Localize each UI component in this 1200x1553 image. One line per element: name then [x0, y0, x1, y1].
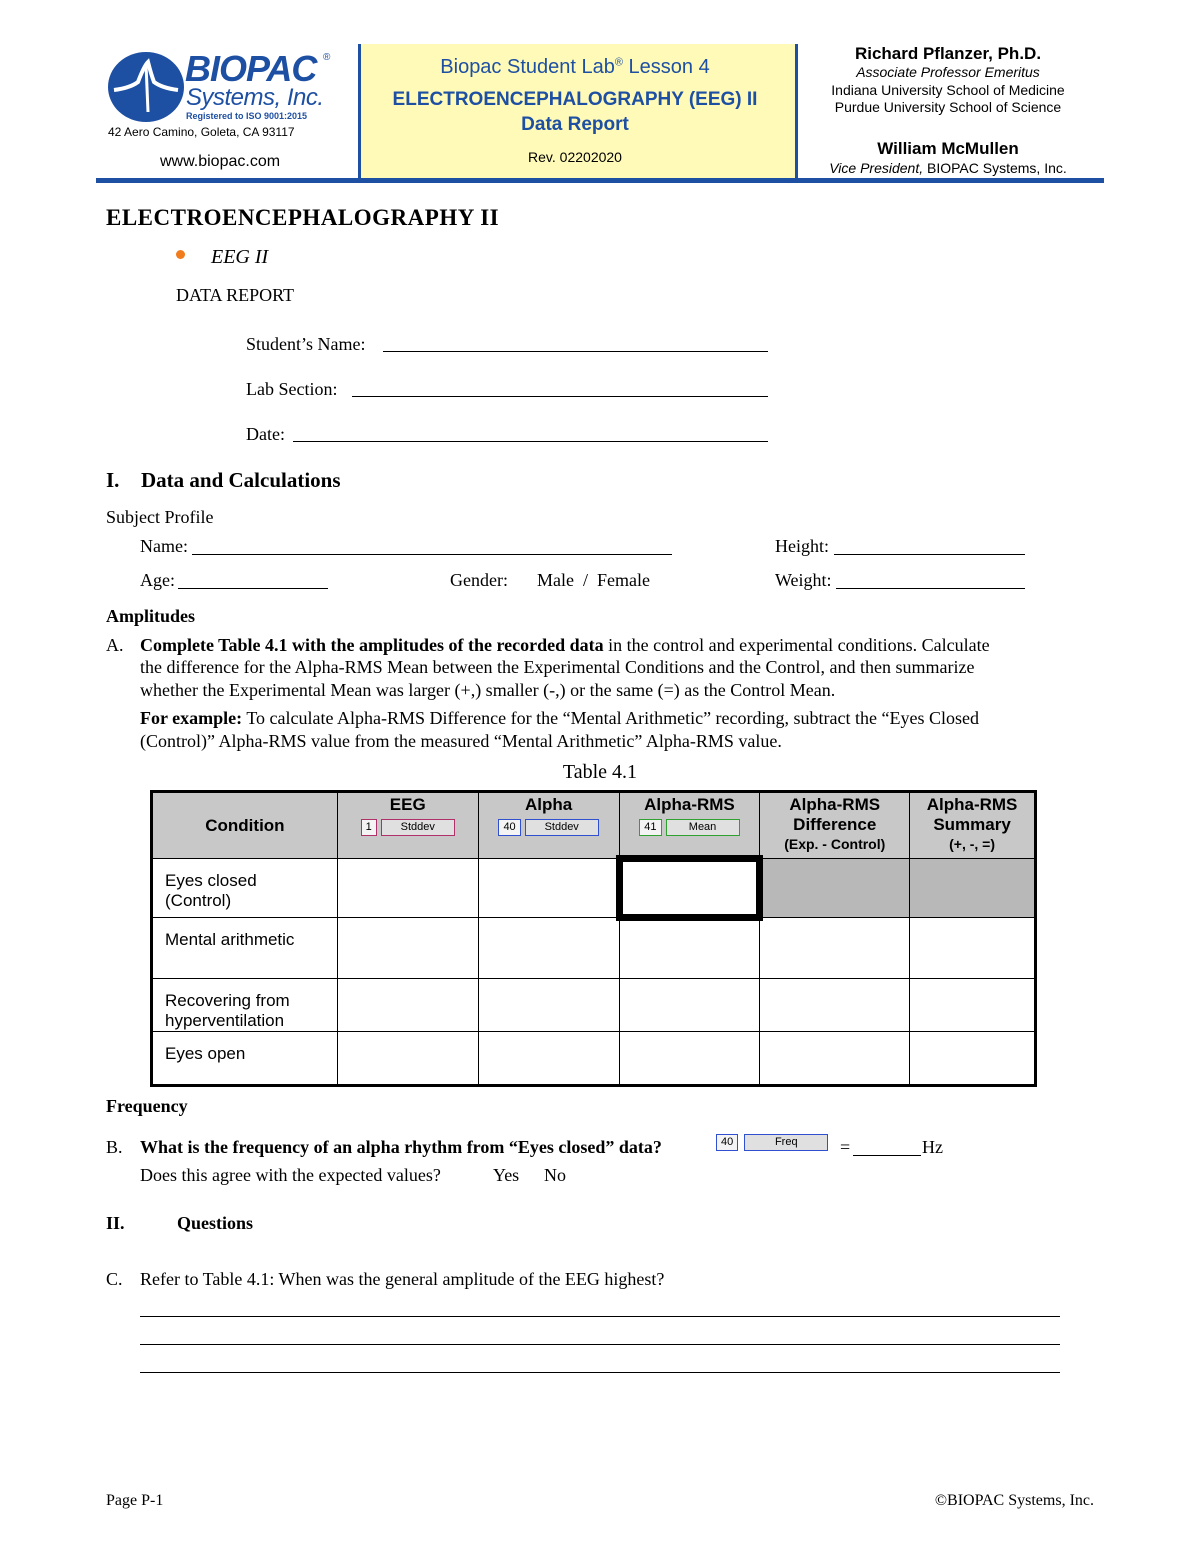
cell-eyes-open-alpha[interactable]	[478, 1032, 619, 1086]
example-line2: (Control)” Alpha-RMS value from the measured “Mental Arithmetic” Alpha-RMS value.	[140, 731, 782, 751]
answer-line[interactable]	[140, 1316, 1060, 1317]
logo-iso-text: Registered to ISO 9001:2015	[186, 111, 308, 121]
student-name-label: Student’s Name:	[246, 334, 366, 354]
weight-field[interactable]	[836, 588, 1025, 589]
bullet-icon	[176, 250, 185, 259]
header-eeg: EEG 1 Stddev	[337, 792, 478, 859]
row-label-mental-arithmetic: Mental arithmetic	[152, 918, 338, 979]
question-b-letter: B.	[106, 1137, 123, 1157]
question-c-letter: C.	[106, 1269, 123, 1289]
alpha-measurement-chip: 40 Stddev	[498, 819, 598, 836]
header-alpha: Alpha 40 Stddev	[478, 792, 619, 859]
yes-option[interactable]: Yes	[493, 1165, 520, 1185]
question-a-line1: Complete Table 4.1 with the amplitudes of the recorded data in the control and experimental conditions. Calculate	[140, 635, 990, 655]
section2-number: II.	[106, 1213, 125, 1233]
example-line1: For example: To calculate Alpha-RMS Difference for the “Mental Arithmetic” recording, subtract the “Eyes Closed	[140, 708, 979, 728]
lesson-item: EEG II	[211, 246, 269, 268]
cell-eyes-open-eeg[interactable]	[337, 1032, 478, 1086]
section2-heading: Questions	[177, 1213, 254, 1233]
lesson-name: Biopac Student Lab® Lesson 4	[440, 56, 710, 78]
frequency-heading: Frequency	[106, 1096, 188, 1116]
header-rule	[96, 178, 1104, 183]
cell-eyes-closed-difference	[760, 859, 910, 918]
header-condition: Condition	[152, 792, 338, 859]
author2-name: William McMullen	[877, 139, 1019, 158]
table-caption: Table 4.1	[562, 761, 638, 783]
header-alpha-rms-summary: Alpha-RMS Summary (+, -, =)	[910, 792, 1036, 859]
author1-affiliation2: Purdue University School of Science	[834, 99, 1062, 115]
amplitudes-heading: Amplitudes	[106, 606, 196, 626]
weight-label: Weight:	[775, 570, 832, 590]
equals-sign: =	[840, 1137, 851, 1157]
hz-unit: Hz	[922, 1137, 943, 1157]
header-alpha-rms: Alpha-RMS 41 Mean	[619, 792, 760, 859]
question-a-line3: whether the Experimental Mean was larger (+,) smaller (-,) or the same (=) as the Control Mean.	[140, 680, 836, 700]
page-title: ELECTROENCEPHALOGRAPHY II	[106, 205, 500, 230]
cell-eyes-open-summary[interactable]	[910, 1032, 1036, 1086]
author1-affiliation1: Indiana University School of Medicine	[831, 82, 1065, 98]
company-address: 42 Aero Camino, Goleta, CA 93117	[108, 125, 295, 139]
student-name-field[interactable]	[383, 351, 768, 352]
table-row	[152, 918, 1036, 979]
cell-recovering-alpha[interactable]	[478, 979, 619, 1032]
author1-name: Richard Pflanzer, Ph.D.	[854, 44, 1042, 63]
cell-eyes-closed-eeg[interactable]	[337, 859, 478, 918]
cell-mental-summary[interactable]	[910, 918, 1036, 979]
cell-mental-alpha[interactable]	[478, 918, 619, 979]
data-report-label: DATA REPORT	[176, 285, 294, 305]
answer-line[interactable]	[140, 1372, 1060, 1373]
agree-question: Does this agree with the expected values?	[140, 1165, 441, 1185]
cell-recovering-difference[interactable]	[760, 979, 910, 1032]
cell-mental-eeg[interactable]	[337, 918, 478, 979]
header-alpha-rms-difference: Alpha-RMS Difference (Exp. - Control)	[760, 792, 910, 859]
height-field[interactable]	[834, 554, 1025, 555]
answer-line[interactable]	[140, 1344, 1060, 1345]
cell-eyes-closed-alpha-rms[interactable]	[619, 859, 760, 918]
question-b-text: What is the frequency of an alpha rhythm from “Eyes closed” data?	[140, 1137, 662, 1157]
subject-profile-label: Subject Profile	[106, 507, 214, 527]
gender-options[interactable]: Male / Female	[537, 570, 650, 590]
amplitude-table	[150, 790, 1037, 1087]
author2-title: Vice President, BIOPAC Systems, Inc.	[829, 160, 1067, 176]
table-row	[152, 859, 1036, 918]
frequency-measurement-chip: 40 Freq	[716, 1134, 828, 1151]
profile-name-field[interactable]	[192, 554, 672, 555]
question-a-line2: the difference for the Alpha-RMS Mean between the Experimental Conditions and the Control, and then summarize	[140, 657, 975, 677]
cell-recovering-summary[interactable]	[910, 979, 1036, 1032]
cell-mental-alpha-rms[interactable]	[619, 918, 760, 979]
lab-section-field[interactable]	[352, 396, 768, 397]
row-label-eyes-closed: Eyes closed (Control)	[152, 859, 338, 918]
date-field[interactable]	[293, 441, 768, 442]
table-row	[152, 979, 1036, 1032]
row-label-eyes-open: Eyes open	[152, 1032, 338, 1086]
date-label: Date:	[246, 424, 285, 444]
logo-systems-text: Systems, Inc.	[186, 84, 324, 111]
no-option[interactable]: No	[544, 1165, 566, 1185]
copyright: ©BIOPAC Systems, Inc.	[934, 1492, 1094, 1509]
lab-section-label: Lab Section:	[246, 379, 338, 399]
section1-heading: Data and Calculations	[141, 468, 341, 492]
cell-eyes-open-alpha-rms[interactable]	[619, 1032, 760, 1086]
profile-name-label: Name:	[140, 536, 188, 556]
revision: Rev. 02202020	[528, 149, 622, 165]
section1-number: I.	[106, 468, 120, 492]
gender-label: Gender:	[450, 570, 508, 590]
biopac-logo-icon	[108, 52, 184, 122]
question-a-letter: A.	[106, 635, 124, 655]
age-label: Age:	[140, 570, 175, 590]
author1-title: Associate Professor Emeritus	[856, 64, 1040, 80]
cell-recovering-alpha-rms[interactable]	[619, 979, 760, 1032]
frequency-field[interactable]	[853, 1155, 921, 1156]
report-title: Data Report	[521, 114, 629, 135]
cell-eyes-closed-alpha[interactable]	[478, 859, 619, 918]
table-row	[152, 1032, 1036, 1086]
question-c-text: Refer to Table 4.1: When was the general amplitude of the EEG highest?	[140, 1269, 665, 1289]
cell-recovering-eeg[interactable]	[337, 979, 478, 1032]
logo-registered-mark: ®	[323, 52, 331, 63]
row-label-recovering: Recovering from hyperventilation	[152, 979, 338, 1032]
height-label: Height:	[775, 536, 829, 556]
cell-eyes-closed-summary	[910, 859, 1036, 918]
age-field[interactable]	[178, 588, 328, 589]
company-website: www.biopac.com	[160, 153, 281, 170]
lesson-title: ELECTROENCEPHALOGRAPHY (EEG) II	[392, 89, 758, 110]
eeg-measurement-chip: 1 Stddev	[361, 819, 455, 836]
page-number: Page P-1	[106, 1492, 164, 1509]
logo-text: BIOPAC	[185, 48, 317, 89]
alpha-rms-measurement-chip: 41 Mean	[639, 819, 739, 836]
cell-eyes-open-difference[interactable]	[760, 1032, 910, 1086]
cell-mental-difference[interactable]	[760, 918, 910, 979]
